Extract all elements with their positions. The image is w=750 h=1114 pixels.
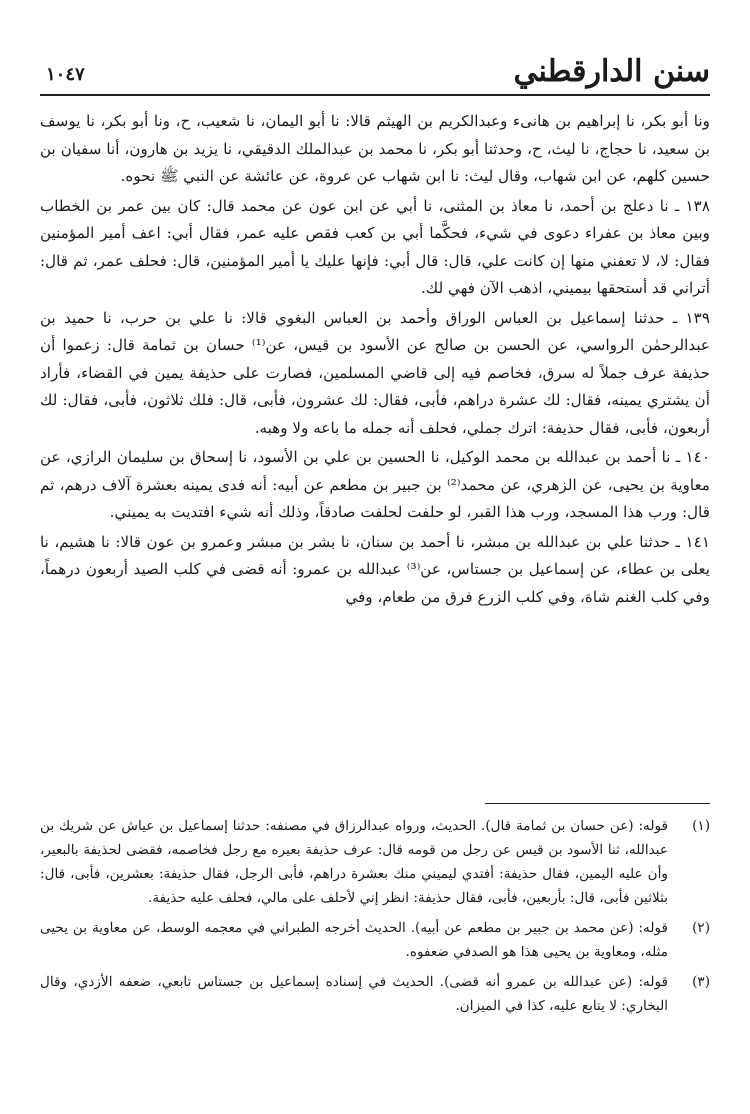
book-title: سنن الدارقطني bbox=[513, 54, 710, 89]
book-page bbox=[40, 48, 710, 1088]
footnote-separator bbox=[485, 803, 710, 804]
paragraph: ونا أبو بكر، نا إبراهيم بن هانىء وعبدالكريم بن الهيثم قالا: نا أبو اليمان، نا شعيب، ح، ونا أبو بكر، نا يوسف بن سعيد، نا حجاج، نا ليث، ح، وحدثنا أبو بكر، نا محمد بن عبدالملك الدقيقي، نا يزيد بن هارون، أنا سفيان بن حسين كلهم، عن ابن شهاب، وقال ليث: نا ابن شهاب عن عروة، عن عائشة عن النبي ﷺ نحوه. bbox=[40, 112, 710, 185]
hadith-138: ١٣٨ ـ نا دعلج بن أحمد، نا معاذ بن المثنى، نا أبي عن ابن عون عن محمد قال: كان بين عمر بن الخطاب وبين معاذ بن عفراء دعوى في شيء، فحكَّما أبي بن كعب فقص عليه عمر، فقال أبي: اعف أمير المؤمنين فقال: لا، لا تعفني منها إن كانت علي، قال: قال أبي: فإنها عليك يا أمير المؤمنين، قال: فحلف عمر، ثم قال: أتراني قد أستحقها بيميني، اذهب الآن فهي لك. bbox=[40, 196, 711, 297]
hadith-139: ١٣٩ ـ حدثنا إسماعيل بن العباس الوراق وأحمد بن العباس البغوي قالا: نا علي بن حرب، نا حميد بن عبدالرحمٰن الرواسي، عن الحسن بن صالح عن الأسود بن قيس، عن⁽¹⁾ حسان بن ثمامة قال: زعموا أن حذيفة عرف جملاً له سرق، فخاصم فيه إلى قاضي المسلمين، فصارت على حذيفة يمين في القضاء، فأراد أن يشتري يمينه، فقال: لك عشرة دراهم، فأبى، فقال: لك عشرون، فأبى، قال: فلك ثلاثون، فأبى، فقال: لك أربعون، فأبى، فقال حذيفة: اترك جملي، فحلف أنه جمله ما باعه ولا وهبه. bbox=[40, 308, 710, 437]
footnote-text: قوله: (عن حسان بن ثمامة قال). الحديث، ورواه عبدالرزاق في مصنفه: حدثنا إسماعيل بن عياش عن شريك بن عبدالله، ثنا الأسود بن قيس عن رجل من قومه قال: عرف حذيفة بعيره مع رجل فخاصمه، فقضى لحذيفة بالبعير، وأن عليه اليمين، فقال حذيفة: أفتدي ليميني منك بعشرة دراهم، فأبى الرجل، فقال حذيفة: بعشرين، فأبى، قال: بثلاثين فأبى، قال: بأربعين، فأبى، فقال حذيفة: انظر إني لأحلف على مالي، فحلف عليه حذيفة. bbox=[40, 818, 668, 906]
hadith-141: ١٤١ ـ حدثنا علي بن عبدالله بن مبشر، نا أحمد بن سنان، نا بشر بن مبشر وعمرو بن عون قالا: نا هشيم، نا يعلى بن عطاء، عن إسماعيل بن جستاس، عن⁽³⁾ عبدالله بن عمرو: أنه قضى في كلب الصيد أربعون درهماً، وفي كلب الغنم شاة، وفي كلب الزرع فرق من طعام، وفي bbox=[40, 532, 710, 606]
page-number: ١٠٤٧ bbox=[46, 64, 85, 85]
footnote-text: قوله: (عن عبدالله بن عمرو أنه قضى). الحديث في إسناده إسماعيل بن جستاس تابعي، ضعفه الأزدي، وقال البخاري: لا يتابع عليه، كذا في الميزان. bbox=[40, 974, 668, 1014]
footnote-marker: (٢) bbox=[692, 920, 710, 936]
footnote-marker: (١) bbox=[692, 818, 710, 834]
footnote-marker: (٣) bbox=[692, 974, 710, 990]
footnote bbox=[40, 970, 710, 1018]
footnote-text: قوله: (عن محمد بن جبير بن مطعم عن أبيه). الحديث أخرجه الطبراني في معجمه الوسط، عن معاوية بن يحيى مثله، ومعاوية بن يحيى هذا هو الصدفي ضعفوه. bbox=[40, 920, 668, 960]
footnote bbox=[40, 814, 710, 910]
main-text bbox=[40, 108, 710, 611]
header-rule bbox=[40, 94, 710, 96]
footnotes bbox=[40, 814, 710, 1024]
hadith-140: ١٤٠ ـ نا أحمد بن عبدالله بن محمد الوكيل، نا الحسين بن علي بن الأسود، نا إسحاق بن سليمان الرازي، عن معاوية بن يحيى، عن الزهري، عن محمد⁽²⁾ بن جبير بن مطعم عن أبيه: أنه فدى يمينه بعشرة آلاف درهم، ثم قال: ورب هذا المسجد، ورب هذا القبر، لو حلفت لحلفت صادقاً، وذلك أنه شيء افتديت به يميني. bbox=[40, 448, 710, 521]
footnote bbox=[40, 916, 710, 964]
page-header bbox=[40, 48, 710, 88]
